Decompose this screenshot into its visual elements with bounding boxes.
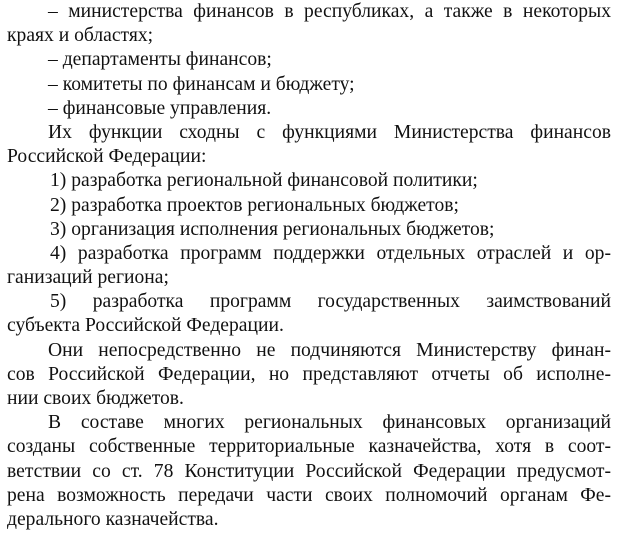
text-line: – министерства финансов в республиках, а также в некоторых — [48, 1, 611, 22]
text-line: Они непосредственно не подчиняются Министерству финан- — [48, 339, 611, 361]
text-line: созданы собственные территориальные казначейства, хотя в соот- — [7, 436, 611, 458]
text-line: В составе многих региональных финансовых организаций — [48, 412, 611, 434]
list-item: 3) организация исполнения региональных бюджетов; — [50, 218, 495, 240]
text-line: дерального казначейства. — [7, 508, 219, 530]
text-line: субъекта Российской Федерации. — [7, 315, 284, 337]
text-line: Их функции сходны с функциями Министерства финансов — [48, 121, 611, 143]
text-line: сов Российской Федерации, но представляют отчеты об исполне- — [7, 363, 611, 385]
text-line: Российской Федерации: — [7, 146, 207, 168]
text-line: – департаменты финансов; — [48, 49, 272, 71]
list-item: 1) разработка региональной финансовой политики; — [50, 170, 478, 192]
list-item: 4) разработка программ поддержки отдельных отраслей и ор- — [50, 242, 611, 264]
text-line: рена возможность передачи части своих полномочий органам Фе- — [7, 484, 611, 506]
text-line: ветствии со ст. 78 Конституции Российской Федерации предусмот- — [7, 460, 611, 482]
list-item: 2) разработка проектов региональных бюджетов; — [50, 194, 459, 216]
list-item: 5) разработка программ государственных заимствований — [50, 291, 611, 313]
text-line: – финансовые управления. — [48, 97, 272, 119]
text-line: ганизаций региона; — [7, 267, 169, 289]
text-line: – комитеты по финансам и бюджету; — [48, 73, 355, 95]
text-line: нии своих бюджетов. — [7, 388, 184, 409]
text-line: краях и областях; — [7, 25, 154, 47]
